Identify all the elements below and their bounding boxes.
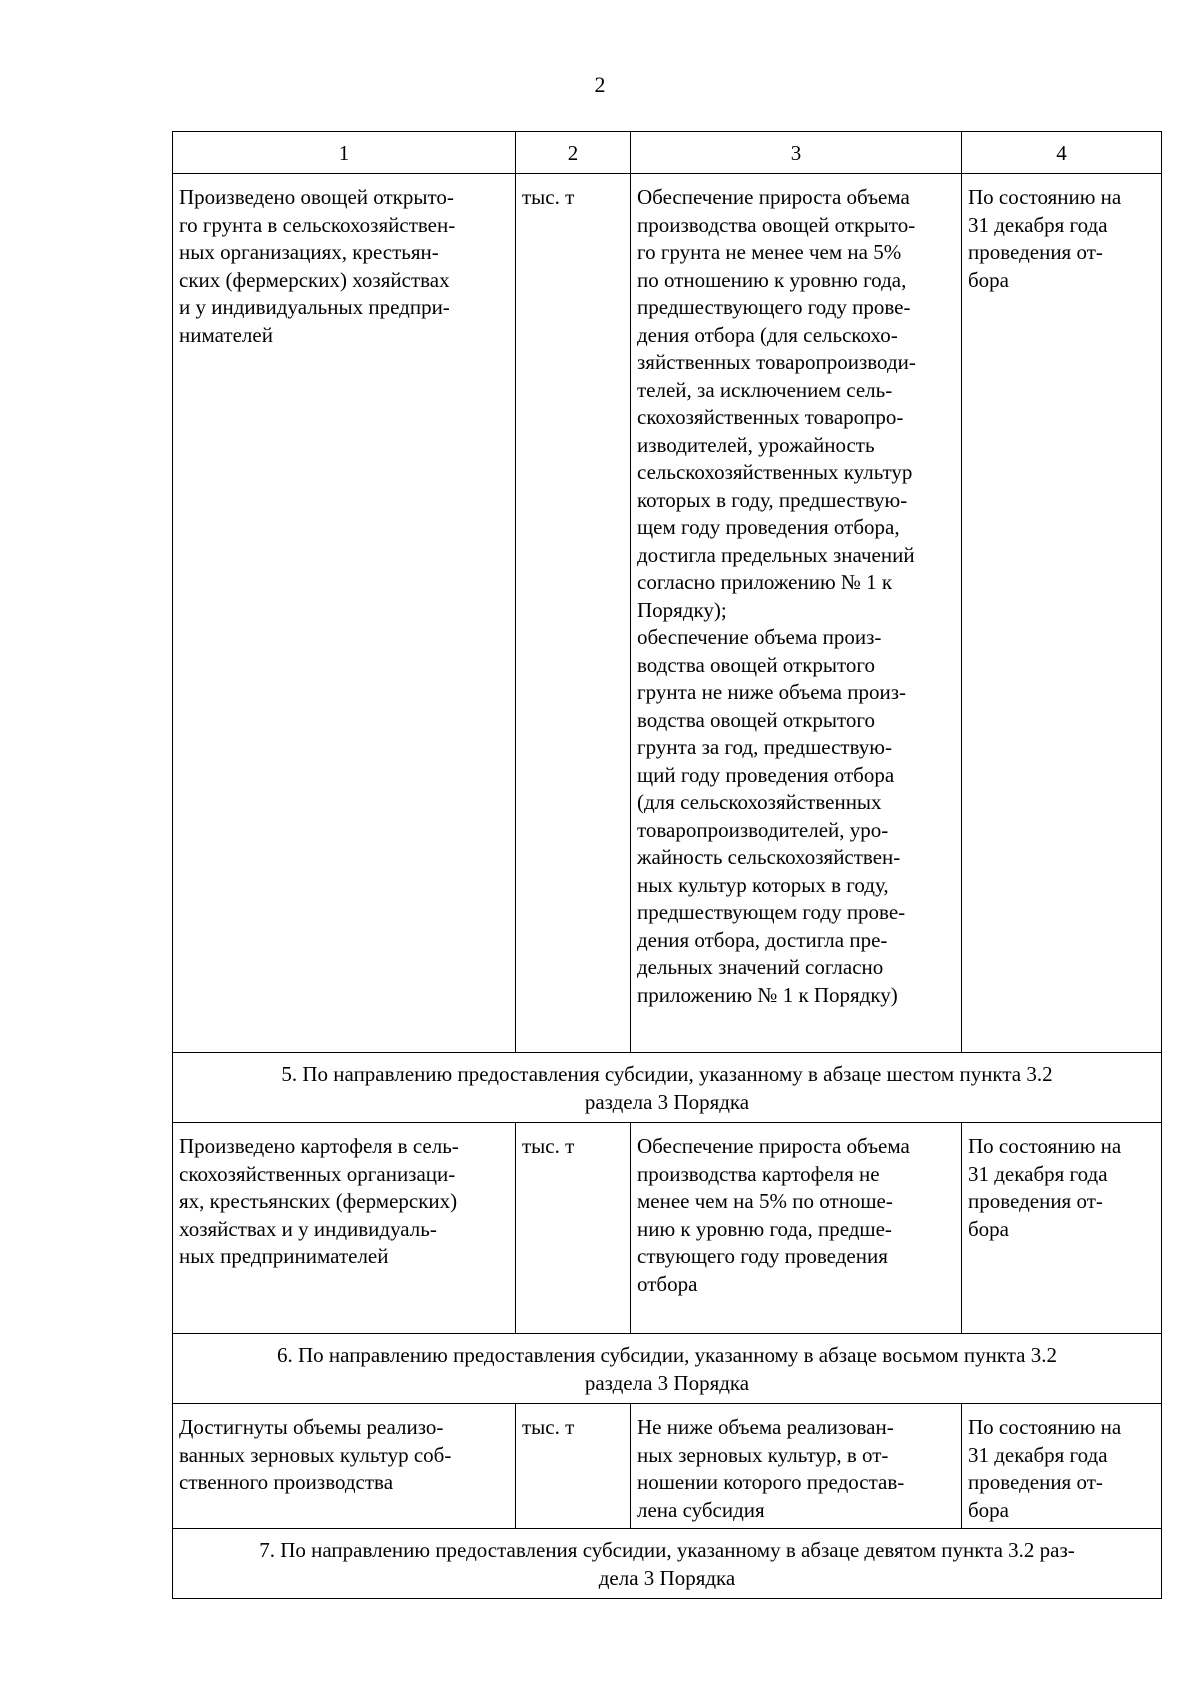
unit-cell [516,174,631,1053]
condition-text: Обеспечение прироста объема производства овощей открыто- го грунта не менее чем на 5% по отношению к уровню года, предшествующего году прове- дения отбора (для сельскохо- зяйственных товаропроизводи- телей, за исключением сель- скохозяйственных товаропро- изводителей, урожайность сельскохозяйственных культур которых в году, предшествую- щем году проведения отбора, достигла предельных значений согласно приложению № 1 к Порядку); обеспечение объема произ- водства овощей открытого грунта не ниже объема произ- водства овощей открытого грунта за год, предшествую- щий году проведения отбора (для сельскохозяйственных товаропроизводителей, уро- жайность сельскохозяйствен- ных культур которых в году, предшествующем году прове- дения отбора, достигла пре- дельных значений согласно приложению № 1 к Порядку) [637,185,916,1007]
date-cell [962,1123,1162,1334]
table-row-grain-crops [173,1404,1162,1529]
section-row-5 [173,1053,1162,1123]
date-text: По состоянию на 31 декабря года проведения от- бора [968,1415,1122,1522]
table-row-potatoes [173,1123,1162,1334]
unit-text: тыс. т [522,185,575,209]
section-row-6 [173,1334,1162,1404]
section-heading-cell [173,1334,1162,1404]
condition-cell [631,174,962,1053]
condition-cell [631,1123,962,1334]
column-header-3: 3 [631,132,962,174]
indicator-name-cell [173,174,516,1053]
indicator-name-text: Произведено картофеля в сель- скохозяйственных организаци- ях, крестьянских (фермерских) хозяйствах и у индивидуаль- ных предпринимателей [179,1134,459,1268]
unit-cell [516,1123,631,1334]
column-header-1: 1 [173,132,516,174]
section-heading-cell [173,1529,1162,1599]
condition-cell [631,1404,962,1529]
date-text: По состоянию на 31 декабря года проведения от- бора [968,185,1122,292]
condition-text: Не ниже объема реализован- ных зерновых культур, в от- ношении которого предостав- лена субсидия [637,1415,905,1522]
section-heading-cell [173,1053,1162,1123]
table-header-row [173,132,1162,174]
indicator-name-cell [173,1404,516,1529]
column-header-2: 2 [516,132,631,174]
indicators-table [172,131,1162,1599]
page-number: 2 [594,72,606,97]
section-heading-text: 7. По направлению предоставления субсидии, указанному в абзаце девятом пункта 3.2 раз- дела 3 Порядка [259,1538,1075,1590]
condition-text: Обеспечение прироста объема производства картофеля не менее чем на 5% по отноше- нию к уровню года, предше- ствующего году проведения отбора [637,1134,910,1296]
indicator-name-text: Произведено овощей открыто- го грунта в сельскохозяйствен- ных организациях, крестьян- ских (фермерских) хозяйствах и у индивидуальных предпри- нимателей [179,185,456,347]
date-cell [962,174,1162,1053]
indicator-name-cell [173,1123,516,1334]
column-header-4: 4 [962,132,1162,174]
table-row-open-ground-vegetables [173,174,1162,1053]
unit-text: тыс. т [522,1415,575,1439]
section-heading-text: 6. По направлению предоставления субсидии, указанному в абзаце восьмом пункта 3.2 раздела 3 Порядка [277,1343,1057,1395]
unit-cell [516,1404,631,1529]
unit-text: тыс. т [522,1134,575,1158]
date-cell [962,1404,1162,1529]
section-heading-text: 5. По направлению предоставления субсидии, указанному в абзаце шестом пункта 3.2 раздела 3 Порядка [281,1062,1053,1114]
date-text: По состоянию на 31 декабря года проведения от- бора [968,1134,1122,1241]
indicator-name-text: Достигнуты объемы реализо- ванных зерновых культур соб- ственного производства [179,1415,452,1494]
section-row-7 [173,1529,1162,1599]
